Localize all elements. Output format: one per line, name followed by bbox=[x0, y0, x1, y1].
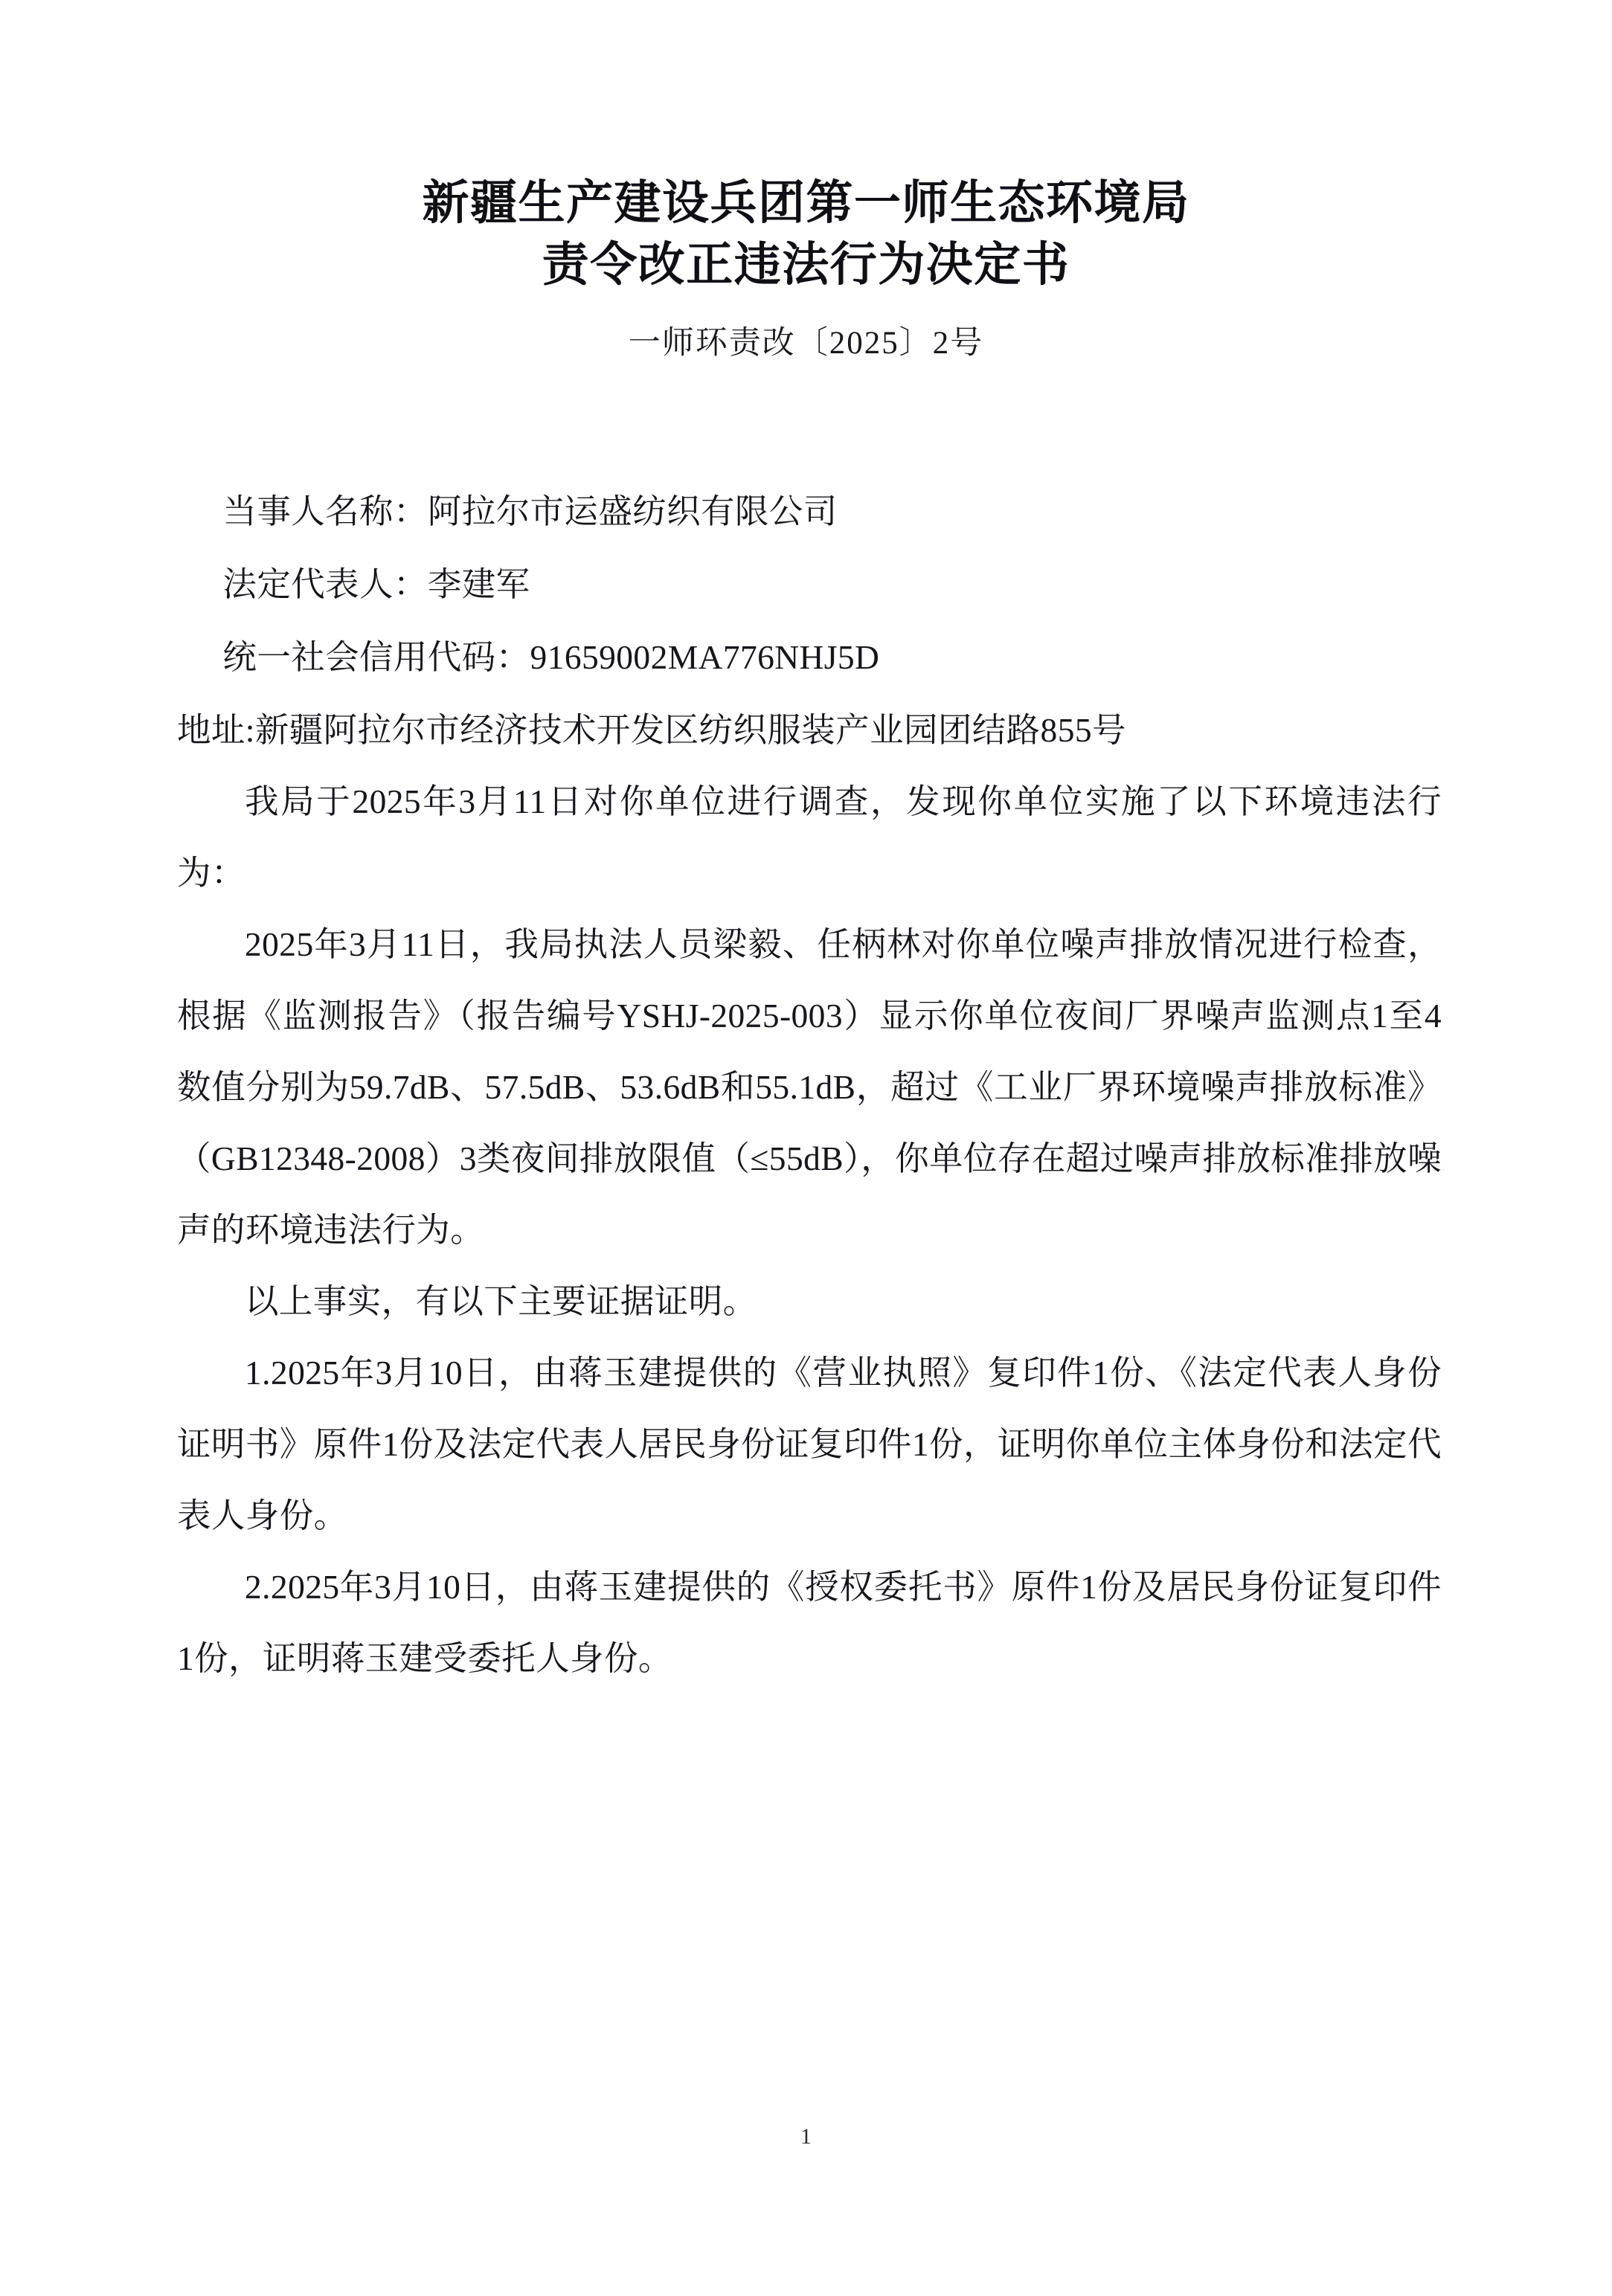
party-name-line: 当事人名称：阿拉尔市运盛纺织有限公司 bbox=[222, 492, 838, 530]
legal-representative-line: 法定代表人：李建军 bbox=[222, 565, 530, 603]
evidence-intro-paragraph: 以上事实，有以下主要证据证明。 bbox=[245, 1282, 757, 1320]
evidence-item-2: 2.2025年3月10日，由蒋玉建提供的《授权委托书》原件1份及居民身份证复印件1份，证明蒋玉建受委托人身份。 bbox=[177, 1568, 1442, 1677]
credit-code-line: 统一社会信用代码：91659002MA776NHJ5D bbox=[222, 638, 880, 676]
document-number: 一师环责改〔2025〕2号 bbox=[628, 326, 984, 361]
address-line: 地址:新疆阿拉尔市经济技术开发区纺织服装产业园团结路855号 bbox=[177, 711, 1126, 749]
page-number: 1 bbox=[800, 2124, 812, 2149]
evidence-item-1: 1.2025年3月10日，由蒋玉建提供的《营业执照》复印件1份、《法定代表人身份证明书》原件1份及法定代表人居民身份证复印件1份，证明你单位主体身份和法定代表人身份。 bbox=[177, 1354, 1442, 1534]
document-body bbox=[177, 476, 1442, 1694]
document-title-line-1: 新疆生产建设兵团第一师生态环境局 bbox=[422, 176, 1190, 230]
document-header bbox=[0, 177, 1612, 363]
document-title-line-2: 责令改正违法行为决定书 bbox=[542, 237, 1070, 292]
investigation-paragraph: 我局于2025年3月11日对你单位进行调查，发现你单位实施了以下环境违法行为： bbox=[177, 782, 1442, 892]
violation-paragraph: 2025年3月11日，我局执法人员梁毅、任柄林对你单位噪声排放情况进行检查，根据《监测报告》（报告编号YSHJ-2025-003）显示你单位夜间厂界噪声监测点1至4数值分别为59.7dB、57.5dB、53.6dB和55.1dB，超过《工业厂界环境噪声排放标准》（GB12348-2008）3类夜间排放限值（≤55dB），你单位存在超过噪声排放标准排放噪声的环境违法行为。 bbox=[177, 925, 1442, 1249]
